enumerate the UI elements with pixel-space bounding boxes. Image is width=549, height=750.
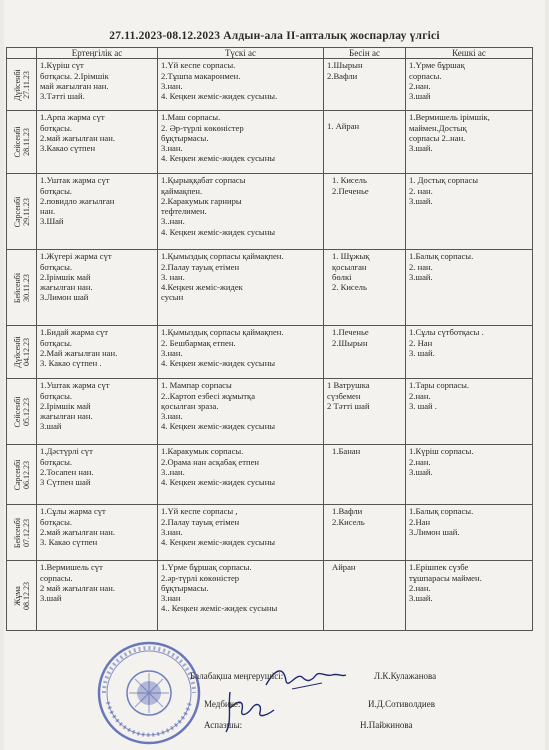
header-snack: Бесін ас: [324, 48, 406, 59]
lunch-cell: 1.Қымыздық сорпасы қаймақпен. 2.Палау тауық етімен 3. нан. 4.Кеңкен жеміс-жидек сусын: [158, 250, 324, 326]
breakfast-cell: 1.Күріш сүт ботқасы. 2.Ірімшік май жағылған нан. 3.Тәтті шай.: [37, 59, 158, 111]
snack-cell: Айран: [324, 561, 406, 631]
lunch-cell: 1.Қымыздық сорпасы қаймақпен. 2. Бешбармақ етпен. 3.нан. 4. Кеңкен жеміс-жидек сусыны: [158, 326, 324, 379]
breakfast-cell: 1.Арпа жарма сүт ботқасы. 2.май жағылған нан. 3.Какао сүтпен: [37, 111, 158, 174]
header-day: [7, 48, 37, 59]
snack-cell: 1. Шұжық қосылған бөлкі 2. Кисель: [324, 250, 406, 326]
lunch-cell: 1.Үрме бұршақ сорпасы. 2.әр-түрлі көкөністер бұқтырмасы. 3.нан 4.. Кеңкен жеміс-жидек сусыны: [158, 561, 324, 631]
dinner-cell: 1.Ерішпек сүзбе тұшпарасы маймен. 2.нан. 3.шай.: [406, 561, 533, 631]
menu-table: [6, 47, 533, 631]
day-cell: Дүйсенбі 27.11.23: [7, 59, 37, 111]
day-cell: Сәрсенбі 06.12.23: [7, 445, 37, 505]
lunch-cell: 1.Үй кеспе сорпасы , 2.Палау тауық етімен 3.нан. 4. Кеңкен жеміс-жидек сусыны: [158, 505, 324, 561]
snack-cell: 1 Ватрушка сүзбемен 2 Тәтті шай: [324, 379, 406, 445]
snack-cell: 1. Кисель 2.Печенье: [324, 174, 406, 250]
day-cell: Сейсенбі 28.11.23: [7, 111, 37, 174]
day-cell: Бейсенбі 07.12.23: [7, 505, 37, 561]
breakfast-cell: 1.Жүгері жарма сүт ботқасы. 2.Ірімшік май жағылған нан. 3.Лимон шай: [37, 250, 158, 326]
table-row: [7, 445, 533, 505]
dinner-cell: 1.Вермишель ірімшік, маймен.Достық сорпасы 2..нан. 3.шай.: [406, 111, 533, 174]
cook-label: Аспазшы:: [204, 720, 243, 730]
table-row: [7, 505, 533, 561]
lunch-cell: 1.Үй кеспе сорпасы. 2.Тұшпа макаронмен. 3.нан. 4. Кеңкен жеміс-жидек сусыны.: [158, 59, 324, 111]
dinner-cell: 1.Тары сорпасы. 2.нан. 3. шай .: [406, 379, 533, 445]
snack-cell: 1. Айран: [324, 111, 406, 174]
breakfast-cell: 1.Уштак жарма сүт ботқасы. 2.повидло жағылған нан. 3.Шай: [37, 174, 158, 250]
dinner-cell: 1.Үрме бұршақ сорпасы. 2.нан. 3.шай: [406, 59, 533, 111]
cook-name: Н.Пайжинова: [360, 720, 413, 730]
table-row: [7, 561, 533, 631]
dinner-cell: 1.Сұлы сүтботқасы . 2. Нан 3. шай.: [406, 326, 533, 379]
breakfast-cell: 1.Дәстүрлі сүт ботқасы. 2.Тосапен нан. 3 Сүтпен шай: [37, 445, 158, 505]
table-row: [7, 174, 533, 250]
day-cell: Бейсенбі 30.11.23: [7, 250, 37, 326]
table-row: [7, 250, 533, 326]
snack-cell: 1.Шырын 2.Вафли: [324, 59, 406, 111]
director-name: Л.К.Кулажанова: [374, 671, 437, 681]
lunch-cell: 1.Каракумык сорпасы. 2.Орама нан асқабақ етпен 3..нан. 4. Кеңкен жеміс-жидек сусыны: [158, 445, 324, 505]
document-title: 27.11.2023-08.12.2023 Алдын-ала II-апталық жоспарлау үлгісі: [109, 30, 440, 42]
snack-cell: 1.Банан: [324, 445, 406, 505]
header-dinner: Кешкі ас: [406, 48, 533, 59]
day-cell: Сейсенбі 05.12.23: [7, 379, 37, 445]
snack-cell: 1.Печенье 2.Шырын: [324, 326, 406, 379]
header-breakfast: Ертеңгілік ас: [37, 48, 158, 59]
lunch-cell: 1. Мампар сорпасы 2..Картоп езбесі жұмытқа қосылған зраза. 3.нан. 4. Кеңкен жеміс-жидек сусыны: [158, 379, 324, 445]
dinner-cell: 1.Балық сорпасы. 2. нан. 3.шай.: [406, 250, 533, 326]
dinner-cell: 1. Достық сорпасы 2. нан. 3.шай.: [406, 174, 533, 250]
table-row: [7, 379, 533, 445]
day-cell: Дүйсенбі 04.12.23: [7, 326, 37, 379]
day-cell: Жұма 08.12.23: [7, 561, 37, 631]
table-row: [7, 59, 533, 111]
table-header-row: [7, 48, 533, 59]
official-stamp: [96, 640, 202, 746]
nurse-name: И.Д.Сотиволдиев: [368, 699, 435, 709]
dinner-cell: 1.Балық сорпасы. 2.Нан 3.Лимон шай.: [406, 505, 533, 561]
lunch-cell: 1.Мaш сорпасы. 2. Әр-түрлі көкөністер бұқтырмасы. 3.нан. 4. Кеңкен жеміс-жидек сусыны: [158, 111, 324, 174]
lunch-cell: 1.Қырыққабат сорпасы қаймақпен. 2.Каракумык гарниры тефтелимен. 3..нан. 4. Кеңкен жеміс-жидек сусыны: [158, 174, 324, 250]
breakfast-cell: 1.Бидай жарма сүт ботқасы. 2.Май жағылған нан. 3. Какао сүтпен .: [37, 326, 158, 379]
breakfast-cell: 1.Вермишель сүт сорпасы. 2 май жағылған нан. 3.шай: [37, 561, 158, 631]
header-lunch: Түскі ас: [158, 48, 324, 59]
table-row: [7, 111, 533, 174]
day-cell: Сәрсенбі 29.11.23: [7, 174, 37, 250]
snack-cell: 1.Вафли 2.Кисель: [324, 505, 406, 561]
breakfast-cell: 1.Уштак жарма сүт ботқасы. 2.Ірімшік май жағылған нан. 3.шай: [37, 379, 158, 445]
table-row: [7, 326, 533, 379]
nurse-label: Медбике:: [204, 699, 241, 709]
director-label: Балабақша меңгерушісі:: [190, 671, 284, 681]
breakfast-cell: 1.Сұлы жарма сүт ботқасы. 2.май жағылған нан. 3. Какао сүтпен: [37, 505, 158, 561]
dinner-cell: 1.Күріш сорпасы. 2.нан. 3.шай.: [406, 445, 533, 505]
